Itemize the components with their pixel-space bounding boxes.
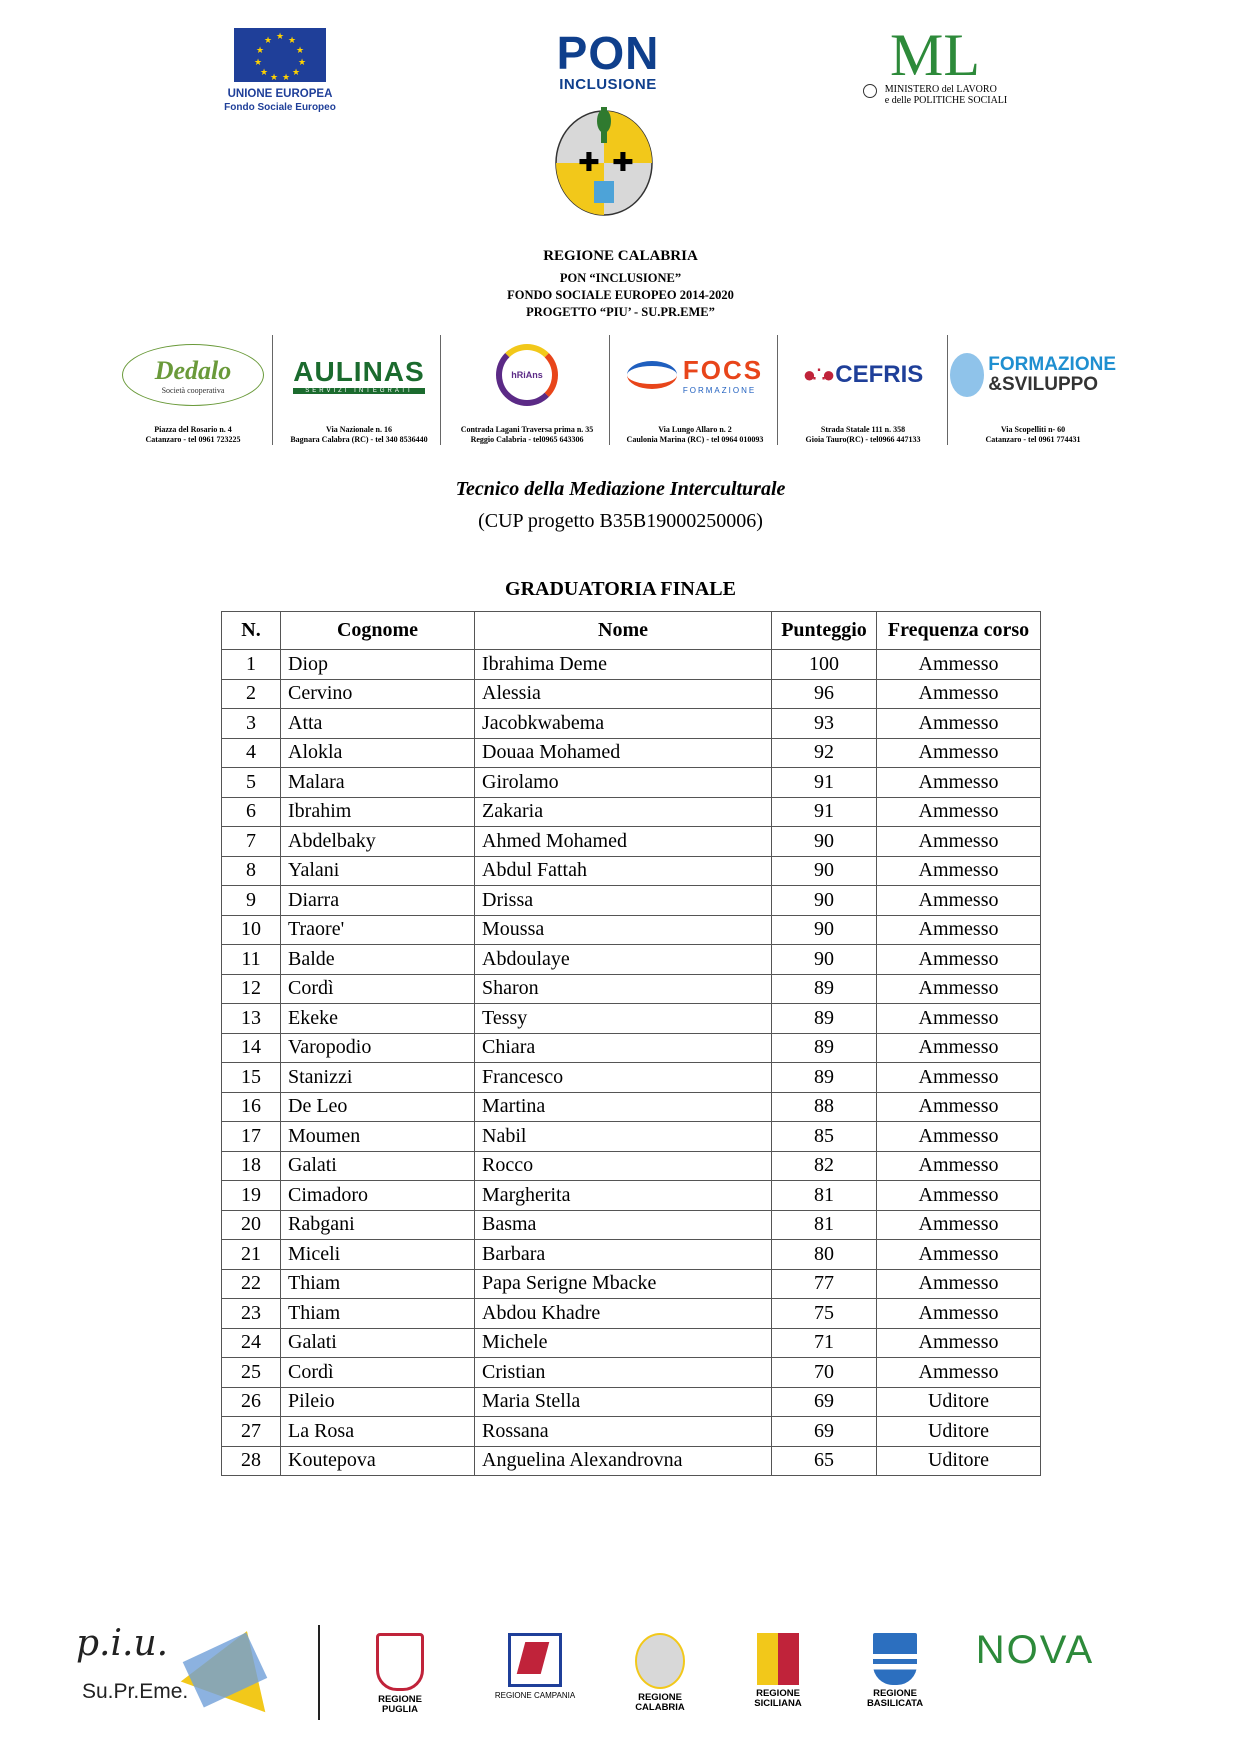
cell-cognome: Pileio <box>281 1387 475 1417</box>
table-row <box>222 797 1041 827</box>
row-number: 1 <box>222 650 281 680</box>
cell-frequenza: Ammesso <box>877 679 1041 709</box>
table-row <box>222 1063 1041 1093</box>
cell-punteggio: 77 <box>772 1269 877 1299</box>
table-row <box>222 915 1041 945</box>
cell-punteggio: 81 <box>772 1210 877 1240</box>
cell-cognome: Alokla <box>281 738 475 768</box>
fse-heading: FONDO SOCIALE EUROPEO 2014-2020 <box>507 288 734 302</box>
table-row <box>222 679 1041 709</box>
cell-punteggio: 91 <box>772 768 877 798</box>
row-number: 3 <box>222 709 281 739</box>
row-number: 5 <box>222 768 281 798</box>
cell-punteggio: 89 <box>772 1004 877 1034</box>
campania-emblem-icon <box>508 1633 562 1687</box>
cell-nome: Rocco <box>475 1151 772 1181</box>
row-number: 20 <box>222 1210 281 1240</box>
basilicata-shield-icon <box>873 1633 917 1685</box>
partner-divider <box>440 335 441 445</box>
partner-dedalo <box>110 335 276 450</box>
cell-nome: Michele <box>475 1328 772 1358</box>
cell-nome: Douaa Mohamed <box>475 738 772 768</box>
cell-cognome: Varopodio <box>281 1033 475 1063</box>
svg-text:✚: ✚ <box>612 148 634 178</box>
table-row <box>222 1033 1041 1063</box>
cell-frequenza: Ammesso <box>877 1299 1041 1329</box>
cell-cognome: Cordì <box>281 974 475 1004</box>
cell-frequenza: Ammesso <box>877 1063 1041 1093</box>
cell-nome: Girolamo <box>475 768 772 798</box>
partner-cefris <box>780 335 946 450</box>
cell-nome: Drissa <box>475 886 772 916</box>
cell-punteggio: 75 <box>772 1299 877 1329</box>
cell-nome: Sharon <box>475 974 772 1004</box>
cell-nome: Abdoulaye <box>475 945 772 975</box>
cell-cognome: Thiam <box>281 1299 475 1329</box>
cell-punteggio: 69 <box>772 1387 877 1417</box>
cell-cognome: Yalani <box>281 856 475 886</box>
partner-address-line2: Catanzaro - tel 0961 723225 <box>145 435 241 444</box>
table-row <box>222 1358 1041 1388</box>
cell-punteggio: 96 <box>772 679 877 709</box>
ministero-line1: MINISTERO del LAVORO <box>884 84 997 95</box>
cell-cognome: Atta <box>281 709 475 739</box>
cell-punteggio: 88 <box>772 1092 877 1122</box>
sicilia-flag-icon <box>757 1633 799 1685</box>
cell-frequenza: Ammesso <box>877 827 1041 857</box>
cell-punteggio: 70 <box>772 1358 877 1388</box>
table-row <box>222 1328 1041 1358</box>
cell-frequenza: Ammesso <box>877 856 1041 886</box>
cell-frequenza: Ammesso <box>877 1181 1041 1211</box>
cell-nome: Cristian <box>475 1358 772 1388</box>
cell-nome: Anguelina Alexandrovna <box>475 1446 772 1476</box>
row-number: 23 <box>222 1299 281 1329</box>
partner-address-line2: Catanzaro - tel 0961 774431 <box>985 435 1081 444</box>
cell-frequenza: Ammesso <box>877 1210 1041 1240</box>
cell-punteggio: 89 <box>772 1063 877 1093</box>
row-number: 13 <box>222 1004 281 1034</box>
row-number: 24 <box>222 1328 281 1358</box>
cell-frequenza: Uditore <box>877 1387 1041 1417</box>
cell-punteggio: 89 <box>772 1033 877 1063</box>
cell-frequenza: Ammesso <box>877 945 1041 975</box>
cell-punteggio: 89 <box>772 974 877 1004</box>
table-row <box>222 1387 1041 1417</box>
cell-cognome: Galati <box>281 1151 475 1181</box>
row-number: 27 <box>222 1417 281 1447</box>
row-number: 9 <box>222 886 281 916</box>
cell-nome: Moussa <box>475 915 772 945</box>
cell-punteggio: 81 <box>772 1181 877 1211</box>
cell-nome: Nabil <box>475 1122 772 1152</box>
cell-cognome: Galati <box>281 1328 475 1358</box>
row-number: 6 <box>222 797 281 827</box>
footer-logos <box>60 1625 1180 1725</box>
cell-nome: Rossana <box>475 1417 772 1447</box>
table-row <box>222 1122 1041 1152</box>
cell-nome: Zakaria <box>475 797 772 827</box>
row-number: 22 <box>222 1269 281 1299</box>
cell-cognome: Thiam <box>281 1269 475 1299</box>
table-row <box>222 1092 1041 1122</box>
dedalo-logo: Dedalo Società cooperativa <box>110 335 276 415</box>
table-row <box>222 1240 1041 1270</box>
table-row <box>222 1446 1041 1476</box>
cell-punteggio: 91 <box>772 797 877 827</box>
cell-frequenza: Ammesso <box>877 1269 1041 1299</box>
row-number: 16 <box>222 1092 281 1122</box>
svg-text:✚: ✚ <box>578 148 600 178</box>
cell-cognome: Koutepova <box>281 1446 475 1476</box>
column-header-punteggio: Punteggio <box>772 612 877 650</box>
cell-nome: Basma <box>475 1210 772 1240</box>
partner-address-line2: Gioia Tauro(RC) - tel0966 447133 <box>805 435 921 444</box>
partner-address-line1: Via Scopelliti n- 60 <box>1000 425 1066 434</box>
cell-punteggio: 69 <box>772 1417 877 1447</box>
cell-nome: Abdul Fattah <box>475 856 772 886</box>
calabria-footer-emblem-icon <box>635 1633 685 1689</box>
cell-nome: Margherita <box>475 1181 772 1211</box>
cell-frequenza: Ammesso <box>877 1151 1041 1181</box>
partner-address-line1: Piazza del Rosario n. 4 <box>154 425 232 434</box>
ranking-title: GRADUATORIA FINALE <box>505 578 736 600</box>
partner-divider <box>272 335 273 445</box>
cell-nome: Papa Serigne Mbacke <box>475 1269 772 1299</box>
row-number: 12 <box>222 974 281 1004</box>
regione-puglia-logo: REGIONE PUGLIA <box>360 1633 440 1715</box>
cell-punteggio: 85 <box>772 1122 877 1152</box>
partner-address-line1: Via Lungo Allaro n. 2 <box>658 425 732 434</box>
cell-cognome: Cervino <box>281 679 475 709</box>
cell-cognome: Ekeke <box>281 1004 475 1034</box>
row-number: 18 <box>222 1151 281 1181</box>
row-number: 15 <box>222 1063 281 1093</box>
aulinas-logo: AULINAS SERVIZI INTEGRATI <box>293 356 425 394</box>
cell-nome: Francesco <box>475 1063 772 1093</box>
cell-punteggio: 93 <box>772 709 877 739</box>
cell-frequenza: Ammesso <box>877 768 1041 798</box>
row-number: 19 <box>222 1181 281 1211</box>
partner-focs <box>612 335 778 450</box>
eu-logo <box>220 28 340 114</box>
partner-divider <box>609 335 610 445</box>
regione-calabria-logo: REGIONE CALABRIA <box>620 1633 700 1713</box>
cell-nome: Jacobkwabema <box>475 709 772 739</box>
table-row <box>222 1151 1041 1181</box>
partner-divider <box>947 335 948 445</box>
cell-nome: Abdou Khadre <box>475 1299 772 1329</box>
eu-logo-subtitle: Fondo Sociale Europeo <box>224 102 336 113</box>
cell-frequenza: Ammesso <box>877 650 1041 680</box>
cell-punteggio: 92 <box>772 738 877 768</box>
cell-cognome: Diop <box>281 650 475 680</box>
cell-frequenza: Ammesso <box>877 886 1041 916</box>
table-row <box>222 738 1041 768</box>
cell-nome: Martina <box>475 1092 772 1122</box>
cell-nome: Ibrahima Deme <box>475 650 772 680</box>
cell-punteggio: 82 <box>772 1151 877 1181</box>
table-row <box>222 886 1041 916</box>
cell-cognome: Traore' <box>281 915 475 945</box>
partner-address-line1: Contrada Lagani Traversa prima n. 35 <box>460 425 594 434</box>
cell-nome: Maria Stella <box>475 1387 772 1417</box>
cell-punteggio: 90 <box>772 886 877 916</box>
cell-frequenza: Ammesso <box>877 1240 1041 1270</box>
cell-frequenza: Uditore <box>877 1417 1041 1447</box>
table-header-row <box>222 612 1041 650</box>
cell-cognome: Malara <box>281 768 475 798</box>
cell-cognome: Rabgani <box>281 1210 475 1240</box>
partner-address-line2: Bagnara Calabra (RC) - tel 340 8536440 <box>290 435 428 444</box>
row-number: 7 <box>222 827 281 857</box>
table-row <box>222 945 1041 975</box>
partner-hrians <box>444 335 610 450</box>
cell-frequenza: Ammesso <box>877 1358 1041 1388</box>
focs-logo: FOCS FORMAZIONE <box>612 335 778 415</box>
cell-frequenza: Ammesso <box>877 1122 1041 1152</box>
row-number: 11 <box>222 945 281 975</box>
row-number: 2 <box>222 679 281 709</box>
column-header-nome: Nome <box>475 612 772 650</box>
region-heading: REGIONE CALABRIA <box>543 248 698 264</box>
cell-punteggio: 71 <box>772 1328 877 1358</box>
table-row <box>222 1417 1041 1447</box>
cell-frequenza: Ammesso <box>877 1092 1041 1122</box>
calabria-coat-of-arms-icon <box>554 103 654 217</box>
cell-cognome: Stanizzi <box>281 1063 475 1093</box>
pon-logo-subtitle: INCLUSIONE <box>559 76 657 93</box>
cell-frequenza: Ammesso <box>877 709 1041 739</box>
cell-cognome: De Leo <box>281 1092 475 1122</box>
table-row <box>222 1269 1041 1299</box>
eu-logo-title: UNIONE EUROPEA <box>227 88 333 100</box>
column-header-frequenza: Frequenza corso <box>877 612 1041 650</box>
cell-frequenza: Uditore <box>877 1446 1041 1476</box>
row-number: 10 <box>222 915 281 945</box>
cell-frequenza: Ammesso <box>877 738 1041 768</box>
cell-cognome: Diarra <box>281 886 475 916</box>
cell-frequenza: Ammesso <box>877 915 1041 945</box>
partner-address-line1: Via Nazionale n. 16 <box>326 425 392 434</box>
cell-cognome: Balde <box>281 945 475 975</box>
table-row <box>222 650 1041 680</box>
row-number: 17 <box>222 1122 281 1152</box>
nova-logo: NOVA <box>975 1628 1095 1672</box>
puglia-shield-icon <box>376 1633 424 1691</box>
table-row <box>222 709 1041 739</box>
cefris-logo: ●∴● CEFRIS <box>802 361 924 388</box>
partner-aulinas <box>276 335 442 450</box>
cell-nome: Barbara <box>475 1240 772 1270</box>
cell-cognome: Abdelbaky <box>281 827 475 857</box>
cell-punteggio: 65 <box>772 1446 877 1476</box>
partner-formazione-sviluppo <box>950 335 1116 450</box>
cell-punteggio: 90 <box>772 856 877 886</box>
cell-frequenza: Ammesso <box>877 797 1041 827</box>
column-header-cognome: Cognome <box>281 612 475 650</box>
row-number: 14 <box>222 1033 281 1063</box>
cell-cognome: Moumen <box>281 1122 475 1152</box>
cell-nome: Tessy <box>475 1004 772 1034</box>
ministero-line2: e delle POLITICHE SOCIALI <box>884 95 1008 106</box>
cell-punteggio: 100 <box>772 650 877 680</box>
project-heading: PROGETTO “PIU’ - SU.PR.EME” <box>526 305 715 319</box>
table-row <box>222 827 1041 857</box>
table-row <box>222 1299 1041 1329</box>
row-number: 26 <box>222 1387 281 1417</box>
hrians-logo: hRiAns <box>444 335 610 415</box>
table-row <box>222 768 1041 798</box>
table-row <box>222 1210 1041 1240</box>
row-number: 8 <box>222 856 281 886</box>
ministero-ml-letters: ML <box>890 22 980 88</box>
italian-emblem-icon <box>863 84 877 98</box>
regione-campania-logo: REGIONE CAMPANIA <box>490 1633 580 1701</box>
formazione-sviluppo-logo: FORMAZIONE &SVILUPPO <box>950 335 1116 415</box>
cell-punteggio: 80 <box>772 1240 877 1270</box>
partner-divider <box>777 335 778 445</box>
cell-cognome: Ibrahim <box>281 797 475 827</box>
pon-heading: PON “INCLUSIONE” <box>559 271 682 285</box>
footer-divider <box>318 1625 320 1720</box>
cell-cognome: Cimadoro <box>281 1181 475 1211</box>
eu-flag-icon: ★ ★ ★ ★ ★ ★ ★ ★ ★ ★ ★ <box>234 28 326 82</box>
regione-siciliana-logo: REGIONE SICILIANA <box>738 1633 818 1709</box>
cell-frequenza: Ammesso <box>877 1004 1041 1034</box>
cell-cognome: Cordì <box>281 1358 475 1388</box>
partner-logos-row <box>110 335 1116 450</box>
row-number: 21 <box>222 1240 281 1270</box>
table-row <box>222 1004 1041 1034</box>
cell-nome: Alessia <box>475 679 772 709</box>
course-cup-code: (CUP progetto B35B19000250006) <box>478 510 763 532</box>
cell-punteggio: 90 <box>772 945 877 975</box>
cell-cognome: La Rosa <box>281 1417 475 1447</box>
ranking-table <box>221 611 1041 1476</box>
partner-address-line1: Strada Statale 111 n. 358 <box>820 425 906 434</box>
cell-frequenza: Ammesso <box>877 1328 1041 1358</box>
cell-punteggio: 90 <box>772 827 877 857</box>
table-row <box>222 1181 1041 1211</box>
table-row <box>222 856 1041 886</box>
piu-supreme-logo: p.i.u. Su.Pr.Eme. <box>70 1625 270 1720</box>
cell-frequenza: Ammesso <box>877 1033 1041 1063</box>
cell-punteggio: 90 <box>772 915 877 945</box>
course-title: Tecnico della Mediazione Interculturale <box>455 478 786 500</box>
cell-cognome: Miceli <box>281 1240 475 1270</box>
cell-frequenza: Ammesso <box>877 974 1041 1004</box>
row-number: 28 <box>222 1446 281 1476</box>
pon-inclusione-logo <box>548 27 668 93</box>
cell-nome: Ahmed Mohamed <box>475 827 772 857</box>
row-number: 25 <box>222 1358 281 1388</box>
ministero-lavoro-logo <box>850 22 1020 108</box>
column-header-n: N. <box>222 612 281 650</box>
regione-basilicata-logo: REGIONE BASILICATA <box>850 1633 940 1709</box>
partner-address-line2: Reggio Calabria - tel0965 643306 <box>470 435 584 444</box>
row-number: 4 <box>222 738 281 768</box>
partner-address-line2: Caulonia Marina (RC) - tel 0964 010093 <box>626 435 764 444</box>
cell-nome: Chiara <box>475 1033 772 1063</box>
table-row <box>222 974 1041 1004</box>
pon-logo-word: PON <box>556 27 660 79</box>
